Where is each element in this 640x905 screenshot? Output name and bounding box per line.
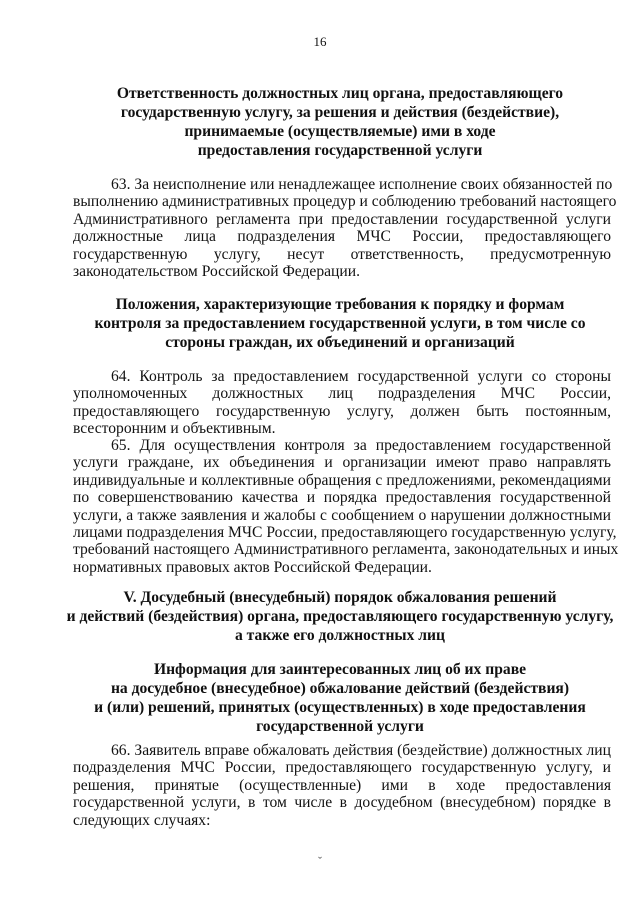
text-line: Административного регламента при предоставлении государственной услуги <box>73 210 611 228</box>
heading-line: предоставления государственной услуги <box>197 142 483 159</box>
text-line: следующих случаях: <box>73 811 211 829</box>
text-line: государственную услугу, несут ответственность, предусмотренную <box>73 245 611 263</box>
text-line: государственной услуги, в том числе в досудебном (внесудебном) порядке в <box>73 794 611 812</box>
text-line: требований настоящего Административного регламента, законодательных и иных <box>73 541 619 559</box>
text-line: 64. Контроль за предоставлением государственной услуги со стороны <box>111 368 611 385</box>
text-line: законодательством Российской Федерации. <box>73 262 360 280</box>
text-line: услуги граждане, их объединения и организации имеют право направлять <box>73 454 611 472</box>
text-line: нормативных правовых актов Российской Федерации. <box>73 558 432 576</box>
heading-line: на досудебное (внесудебное) обжалование действий (бездействия) <box>110 680 570 697</box>
text-line: подразделения МЧС России, предоставляющего государственную услугу, и <box>73 759 611 777</box>
text-line: должностные лица подразделения МЧС России, предоставляющего <box>73 228 611 246</box>
heading-line: и действий (бездействия) органа, предоставляющего государственную услугу, <box>66 608 614 625</box>
scan-speck-decoration: ˇ <box>318 854 322 868</box>
heading-line: государственной услуги <box>256 718 424 735</box>
heading-line: и (или) решений, принятых (осуществленных) в ходе предоставления <box>94 699 586 716</box>
heading-line: государственную услугу, за решения и действия (бездействие), <box>120 104 560 121</box>
paragraph-64 <box>73 368 611 438</box>
responsibility-heading <box>60 84 620 160</box>
page-number: 16 <box>313 34 327 49</box>
paragraph-63 <box>73 176 617 280</box>
heading-line: Информация для заинтересованных лиц об их праве <box>153 661 527 678</box>
text-line: лицами подразделения МЧС России, предоставляющего государственную услугу, <box>73 523 617 541</box>
text-line: 65. Для осуществления контроля за предоставлением государственной <box>111 437 611 454</box>
heading-line: принимаемые (осуществляемые) ими в ходе <box>184 123 496 140</box>
info-heading <box>60 660 620 736</box>
text-line: выполнению административных процедур и соблюдению требований настоящего <box>73 193 617 211</box>
text-line: индивидуальные и коллективные обращения с предложениями, рекомендациями <box>73 471 611 489</box>
paragraph-65 <box>73 437 619 576</box>
heading-line: стороны граждан, их объединений и организаций <box>165 334 515 351</box>
heading-line: Ответственность должностных лиц органа, предоставляющего <box>116 85 564 102</box>
text-line: услуги, а также заявления и жалобы с сообщением о нарушении должностными <box>73 506 611 524</box>
text-line: 63. За неисполнение или ненадлежащее исполнение своих обязанностей по <box>111 176 613 193</box>
control-heading <box>60 295 620 352</box>
text-line: 66. Заявитель вправе обжаловать действия (бездействие) должностных лиц <box>111 742 611 759</box>
heading-line: Положения, характеризующие требования к порядку и формам <box>115 296 565 313</box>
heading-line: а также его должностных лиц <box>234 627 446 644</box>
text-line: уполномоченных должностных лиц подразделения МЧС России, <box>73 385 611 403</box>
text-line: предоставляющего государственную услугу, должен быть постоянным, <box>73 402 611 420</box>
heading-line: V. Досудебный (внесудебный) порядок обжалования решений <box>123 589 557 606</box>
text-line: решения, принятые (осуществленные) ими в ходе предоставления <box>73 776 611 794</box>
appeal-heading <box>60 588 620 645</box>
text-line: всесторонним и объективным. <box>73 420 276 438</box>
paragraph-66 <box>73 742 611 829</box>
heading-line: контроля за предоставлением государственной услуги, в том числе со <box>94 315 586 332</box>
text-line: по совершенствованию качества и порядка предоставления государственной <box>73 489 611 507</box>
